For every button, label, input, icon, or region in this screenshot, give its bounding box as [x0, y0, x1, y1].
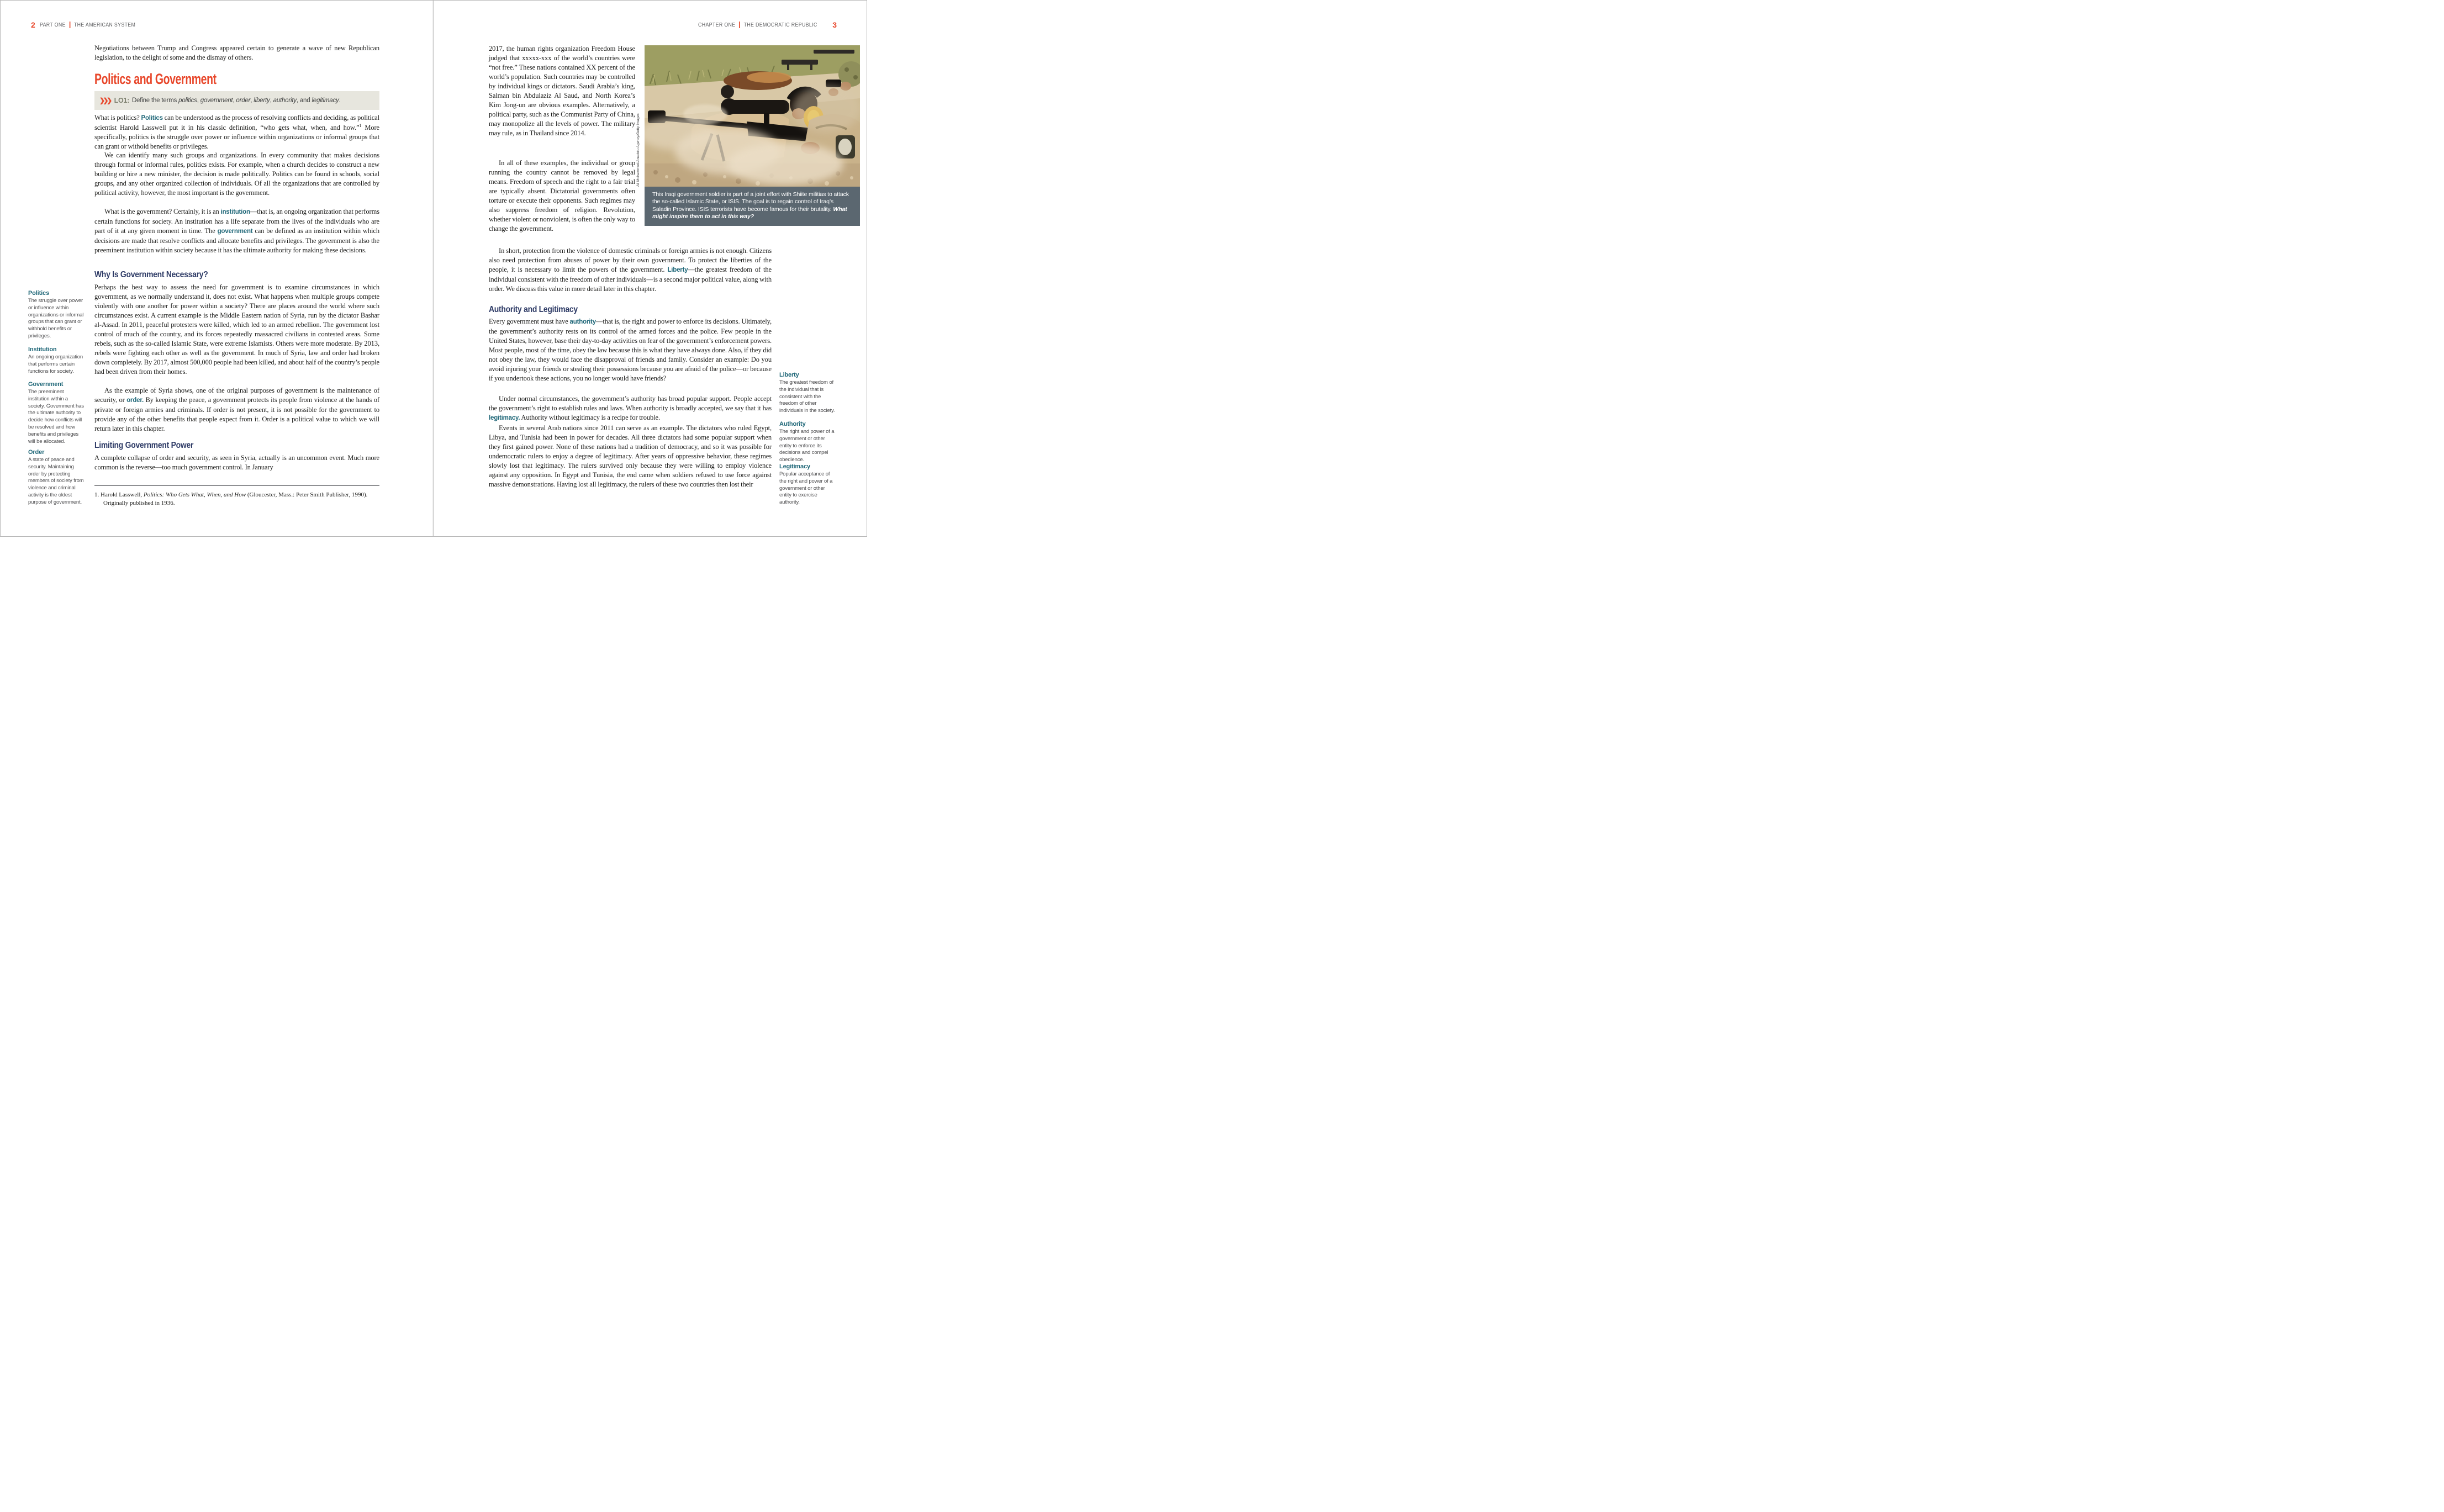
- margin-note-liberty: [779, 372, 837, 415]
- term-label: Institution: [28, 346, 57, 353]
- margin-note-politics: [28, 290, 86, 340]
- part-title: THE AMERICAN SYSTEM: [73, 22, 135, 28]
- right-running-head: [675, 20, 837, 29]
- margin-note-order: [28, 449, 86, 506]
- margin-note-government: [28, 381, 86, 445]
- footnote-rule: [94, 485, 379, 486]
- chevrons-icon: ❯❯❯: [99, 97, 110, 104]
- section-heading-authority-legitimacy: Authority and Legitimacy: [489, 305, 578, 314]
- section-heading-limiting-power: Limiting Government Power: [94, 441, 194, 450]
- paragraph-what-is-government: What is the government? Certainly, it is an institution—that is, an ongoing organization that performs certain functions for society. An institution has a life separate from the lives of the individuals who are part of it at any given moment in time. The government can be defined as an institution within which decisions are made that resolve conflicts and allocate benefits and privileges. The government is also the preeminent institution within society because it has the ultimate authority for making these decisions.: [94, 208, 379, 254]
- paragraph-groups: We can identify many such groups and organizations. In every community that makes decisions through formal or informal rules, politics exists. For example, when a church decides to construct a new building or hire a new minister, the decision is made politically. Politics can be found in schools, social groups, and any other organized collection of individuals. Of all the organizations that are controlled by political activity, however, the most important is the government.: [94, 151, 379, 197]
- term-label: Politics: [28, 290, 49, 297]
- paragraph-why-government: Perhaps the best way to assess the need for government is to examine circumstances in which government, as we normally understand it, does not exist. What happens when multiple groups compete violently with one another for power within a society? There are places around the world where such circumstances exist. A current example is the Middle Eastern nation of Syria, run by the dictator Bashar al-Assad. In 2011, peaceful protesters were killed, which led to an armed rebellion. The government lost control of much of the country, and its forces repeatedly massacred civilians in contested areas. Some rebels, such as the so-called Islamic State, were extreme Islamists. Others were more moderate. By 2013, rebels were fighting each other as well as the government. In much of Syria, law and order had broken down completely. By 2017, almost 500,000 people had been killed, and about half of the country’s people had been driven from their homes.: [94, 283, 379, 376]
- textbook-spread: [0, 0, 867, 537]
- part-label: PART ONE: [39, 22, 66, 28]
- paragraph-examples: In all of these examples, the individual or group running the country cannot be removed by legal means. Freedom of speech and the right to a fair trial are typically absent. Dictatorial governments often torture or execute their opponents. Such regimes may also suppress freedom of religion. Revolution, whether violent or nonviolent, is often the only way to change the government.: [489, 159, 635, 232]
- term-label: Government: [28, 381, 64, 388]
- learning-objective-box: [94, 91, 379, 110]
- header-divider-icon: [69, 22, 70, 28]
- margin-note-legitimacy: [779, 463, 837, 506]
- chapter-section-heading: Politics and Government: [94, 71, 217, 87]
- left-page-number: 2: [31, 20, 35, 29]
- term-definition: A state of peace and security. Maintaining order by protecting members of society from violence and criminal activity is the oldest purpose of government.: [28, 457, 84, 505]
- intro-paragraph: Negotiations between Trump and Congress appeared certain to generate a wave of new Republican legislation, to the delight of some and the dismay of others.: [94, 44, 379, 61]
- margin-note-institution: [28, 346, 86, 375]
- soldier-photo: [645, 45, 860, 187]
- chapter-label: CHAPTER ONE: [698, 22, 736, 28]
- term-definition: The struggle over power or influence within organizations or informal groups that can grant or withhold benefits or privileges.: [28, 298, 84, 339]
- paragraph-limiting-power: A complete collapse of order and security, as seen in Syria, actually is an uncommon event. Much more common is the reverse—too much government control. In January: [94, 454, 379, 471]
- paragraph-liberty: In short, protection from the violence of domestic criminals or foreign armies is not enough. Citizens also need protection from abuses of power by their own government. To protect the liberties of the people, it is necessary to limit the powers of the government. Liberty—the greatest freedom of the individual consistent with the freedom of other individuals—is a second major political value, along with order. We discuss this value in more detail later in this chapter.: [489, 247, 772, 293]
- right-page-number: 3: [832, 20, 837, 29]
- lo-label: LO1:: [114, 97, 129, 104]
- term-label: Authority: [779, 421, 806, 427]
- footnote: 1. Harold Lasswell, Politics: Who Gets What, When, and How (Gloucester, Mass.: Peter Smith Publisher, 1990). Originally published in 1936.: [94, 491, 368, 506]
- term-definition: The right and power of a government or other entity to enforce its decisions and compel obedience.: [779, 429, 835, 463]
- photo-caption: This Iraqi government soldier is part of a joint effort with Shiite militias to attack the so-called Islamic State, or ISIS. The goal is to regain control of Iraq’s Saladin Province. ISIS terrorists have become famous for their brutality. What might inspire them to act in this way?: [645, 187, 860, 226]
- paragraph-syria-order: As the example of Syria shows, one of the original purposes of government is the maintenance of security, or order. By keeping the peace, a government protects its people from violence at the hands of private or foreign armies and criminals. If order is not present, it is not possible for the government to provide any of the other benefits that people expect from it. Order is a political value to which we will return later in this chapter.: [94, 387, 380, 432]
- section-heading-why-government: Why Is Government Necessary?: [94, 270, 208, 279]
- paragraph-what-is-politics: What is politics? Politics can be understood as the process of resolving conflicts and deciding, as political scientist Harold Lasswell put it in his classic definition, “who gets what, when, and how.”$^1$ More specifically, politics is the struggle over power or influence within organizations or informal groups that can grant or withold benefits or privileges.: [94, 114, 379, 150]
- page-spine: [432, 1, 434, 536]
- soldier-photo-illustration: [645, 45, 860, 187]
- term-label: Order: [28, 449, 45, 456]
- term-label: Legitimacy: [779, 463, 810, 470]
- left-running-head: [31, 20, 154, 29]
- margin-note-authority: [779, 421, 837, 464]
- lo-text: Define the terms politics, government, order, liberty, authority, and legitimacy.: [131, 97, 341, 104]
- photo-credit: Ali Mohammed/Anadolu Agency/Getty Images: [636, 113, 640, 187]
- term-label: Liberty: [779, 372, 799, 378]
- header-divider-icon: [739, 22, 740, 28]
- term-definition: An ongoing organization that performs certain functions for society.: [28, 354, 83, 374]
- paragraph-freedom-house: 2017, the human rights organization Freedom House judged that xxxxx-xxx of the world’s countries were “not free.” These nations contained XX percent of the world’s population. Such countries may be controlled by individual kings or dictators. Saudi Arabia’s king, Salman bin Abdulaziz Al Saud, and North Korea’s Kim Jong-un are obvious examples. Alternatively, a political party, such as the Communist Party of China, may monopolize all the levels of power. The military may rule, as in Thailand since 2014.: [489, 45, 635, 137]
- term-definition: The greatest freedom of the individual that is consistent with the freedom of other individuals in the society.: [779, 379, 835, 414]
- term-definition: The preeminent institution within a society. Government has the ultimate authority to decide how conflicts will be resolved and how benefits and privileges will be allocated.: [28, 389, 84, 445]
- paragraph-arab-nations: Events in several Arab nations since 2011 can serve as an example. The dictators who ruled Egypt, Libya, and Tunisia had been in power for decades. All three dictators had some popular support when they first gained power. None of these nations had a tradition of democracy, and so it was possible for undemocratic rulers to enjoy a degree of legitimacy. After years of oppressive behavior, these regimes slowly lost that legitimacy. The rulers survived only because they were willing to employ violence against any opposition. In Egypt and Tunisia, the end came when soldiers refused to use force against massive demonstrations. Having lost all legitimacy, the rulers of these two countries then lost their: [489, 424, 772, 488]
- term-definition: Popular acceptance of the right and power of a government or other entity to exercise authority.: [779, 471, 833, 506]
- paragraph-authority: Every government must have authority—that is, the right and power to enforce its decisions. Ultimately, the government’s authority rests on its control of the armed forces and the police. Few people in the United States, however, base their day-to-day activities on fear of the government’s enforcement powers. Most people, most of the time, obey the law because this is what they have always done. Also, if they did not obey the law, they would face the disapproval of friends and family. Consider an example: Do you avoid injuring your friends or stealing their possessions because you are afraid of the police—or because if you undertook these actions, you no longer would have friends?: [489, 318, 772, 382]
- chapter-title: THE DEMOCRATIC REPUBLIC: [743, 22, 817, 28]
- paragraph-legitimacy: Under normal circumstances, the government’s authority has broad popular support. People accept the government’s right to establish rules and laws. When authority is broadly accepted, we say that it has legitimacy. Authority without legitimacy is a recipe for trouble.: [489, 395, 772, 421]
